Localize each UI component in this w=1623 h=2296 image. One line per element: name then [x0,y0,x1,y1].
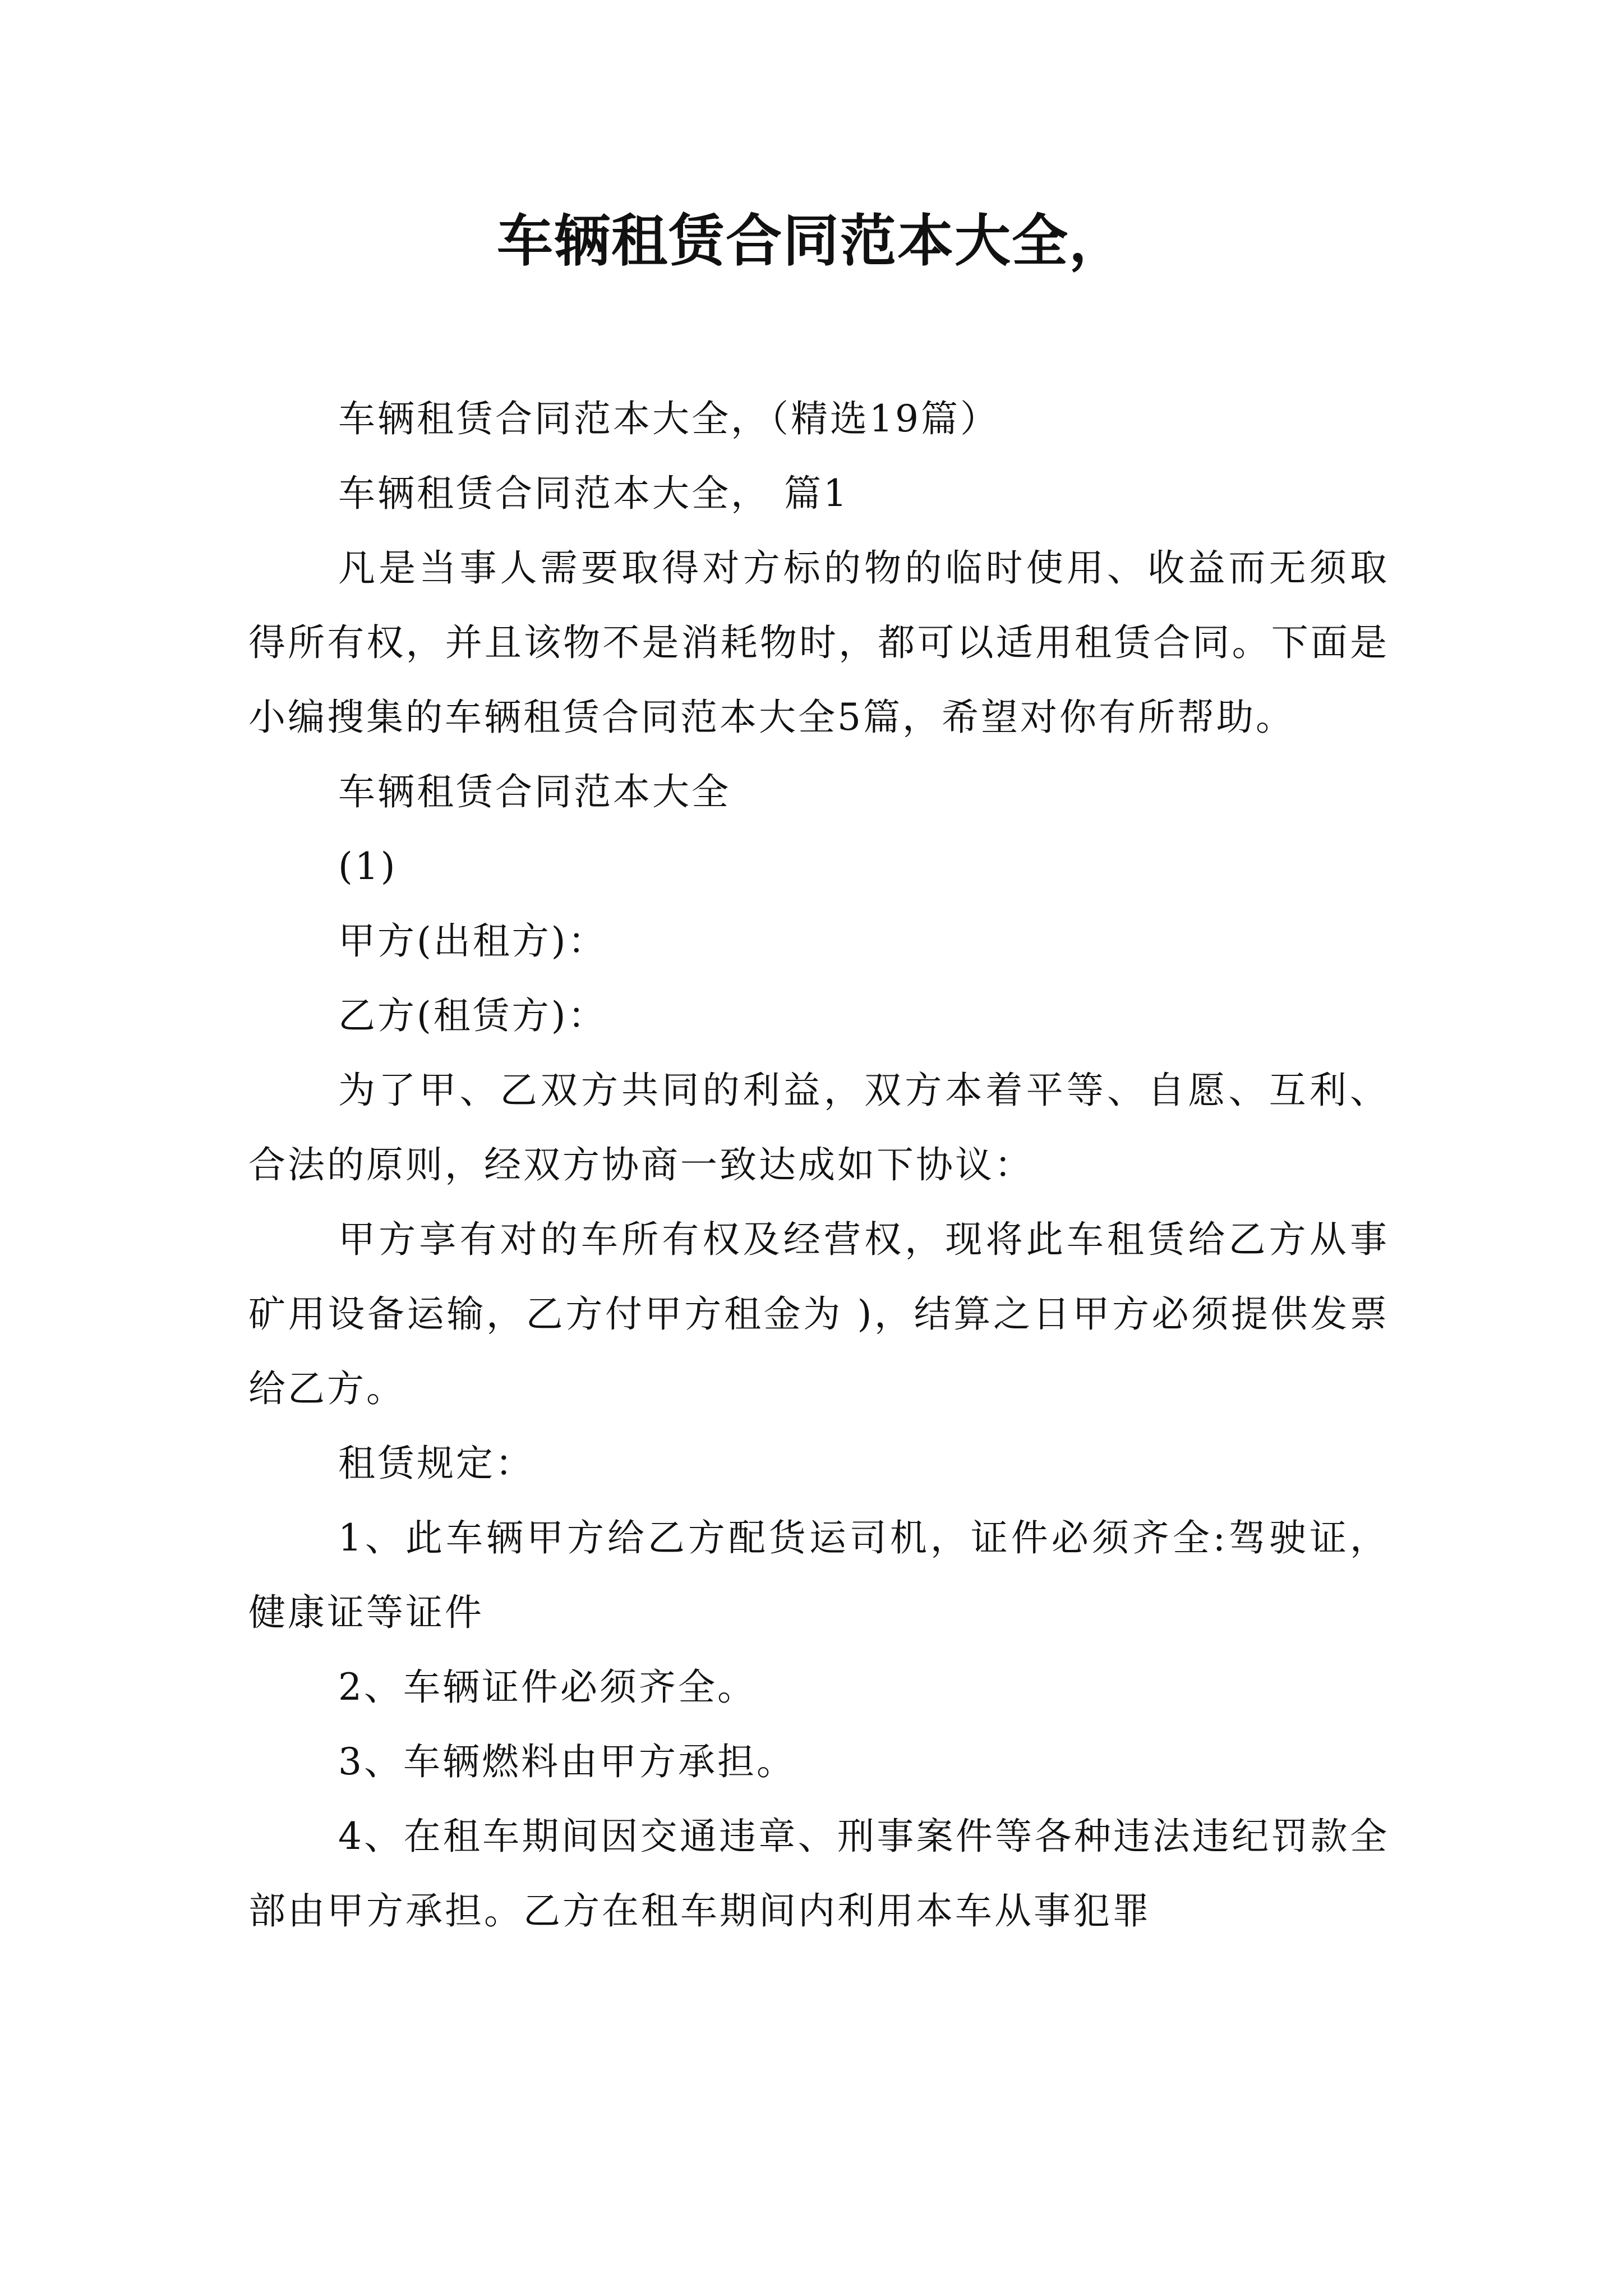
paragraph-intro: 凡是当事人需要取得对方标的物的临时使用、收益而无须取得所有权，并且该物不是消耗物时，都可以适用租赁合同。下面是小编搜集的车辆租赁合同范本大全5篇，希望对你有所帮助。 [248,546,1389,739]
paragraph-party-a: 甲方(出租方)： [338,919,607,963]
paragraph-rules-heading: 租赁规定： [338,1442,534,1485]
paragraph-contract-number: (1) [338,845,398,888]
paragraph-agreement-purpose: 为了甲、乙双方共同的利益，双方本着平等、自愿、互利、合法的原则，经双方协商一致达成如下协议： [248,1069,1389,1186]
paragraph-rule-1: 1、此车辆甲方给乙方配货运司机，证件必须齐全:驾驶证，健康证等证件 [248,1516,1389,1634]
paragraph-party-b: 乙方(租赁方)： [338,994,607,1037]
paragraph-section-heading: 车辆租赁合同范本大全， 篇1 [338,472,849,515]
paragraph-rule-4: 4、在租车期间因交通违章、刑事案件等各种违法违纪罚款全部由甲方承担。乙方在租车期间内利用本车从事犯罪 [248,1815,1389,1932]
paragraph-rule-3: 3、车辆燃料由甲方承担。 [338,1740,796,1783]
paragraph-rule-2: 2、车辆证件必须齐全。 [338,1665,757,1709]
document-title: 车辆租赁合同范本大全， [497,208,1126,274]
paragraph-contract-title: 车辆租赁合同范本大全 [338,770,731,813]
paragraph-ownership-terms: 甲方享有对的车所有权及经营权，现将此车租赁给乙方从事矿用设备运输，乙方付甲方租金为 )，结算之日甲方必须提供发票给乙方。 [248,1218,1389,1410]
document-body [248,381,1389,1948]
paragraph-subtitle: 车辆租赁合同范本大全，（精选19篇） [338,397,999,440]
